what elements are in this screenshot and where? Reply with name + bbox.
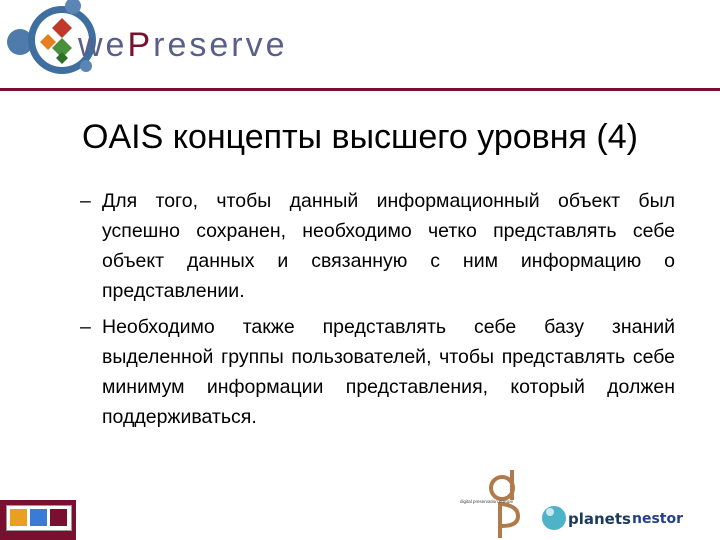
dpe-caption: digital preservation europe [460,499,514,504]
slide-header [0,0,720,88]
bullet-marker: – [80,316,91,338]
planets-label: planets [568,510,631,528]
slide-body [80,186,675,438]
bullet-marker: – [80,190,91,212]
partner-logo-left [0,500,76,540]
chart-icon [30,509,47,526]
dpe-logo [458,468,533,540]
bullet-item [80,312,675,432]
brand-wordmark [78,26,288,65]
arrow-icon [10,509,27,526]
bullet-item [80,186,675,306]
nestor-label: nestor [632,511,684,527]
brand-suffix: reserve [153,26,288,64]
brand-p: P [127,26,154,64]
header-divider [0,88,720,91]
bullet-text: Для того, чтобы данный информационный объект был успешно сохранен, необходимо четко представлять себе объект данных и связанную с ним информацию о представлении. [102,190,675,302]
bullet-text: Необходимо также представлять себе базу знаний выделенной группы пользователей, чтобы представлять себе минимум информации представления, который должен поддерживаться. [102,316,675,428]
brand-prefix: we [78,26,128,64]
slide-title: OAIS концепты высшего уровня (4) [82,118,638,156]
wave-icon [50,509,67,526]
